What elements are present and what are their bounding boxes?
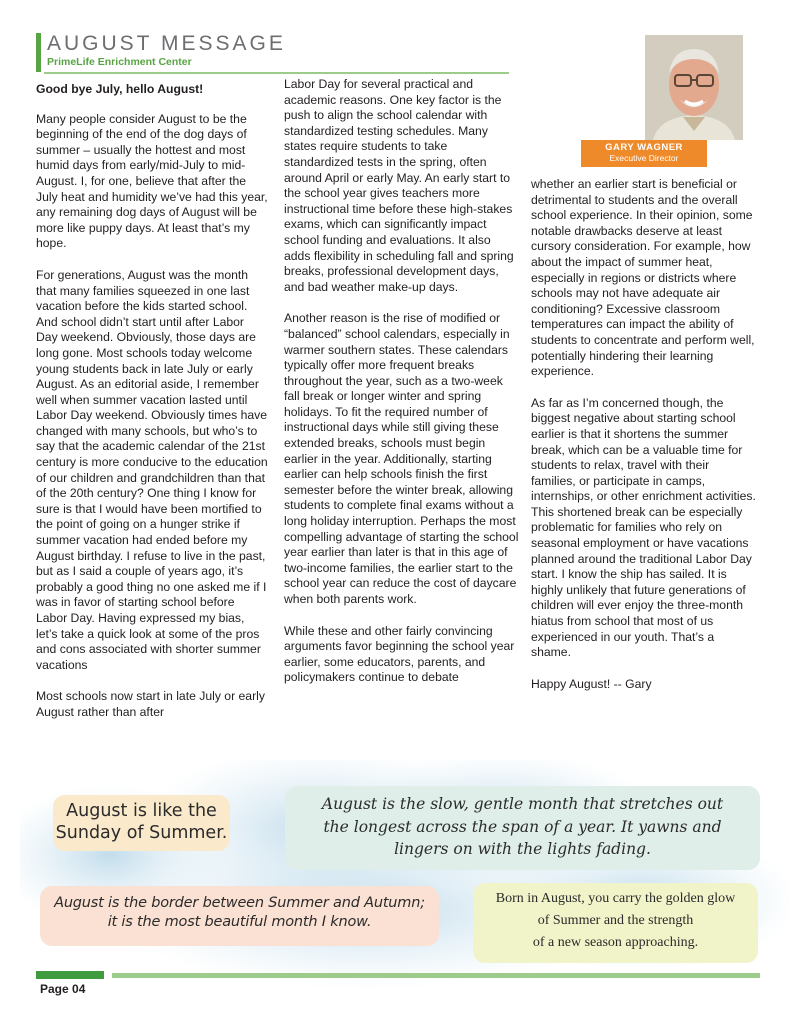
footer-accent-bar	[36, 971, 104, 979]
article-column-3	[531, 177, 757, 708]
footer-rule	[112, 973, 760, 978]
article-paragraph: Labor Day for several practical and academic reasons. One key factor is the push to align the school calendar with standardized testing schedules. Many states require students to take standardized tests in the spring, often around April or early May. An early start to the school year gives teachers more instructional time before these high-stakes exams, which can significantly impact school funding and evaluations. It also adds flexibility in scheduling fall and spring breaks, professional development days, and bad weather make-up days.	[284, 77, 514, 294]
page-subtitle: PrimeLife Enrichment Center	[47, 56, 192, 68]
quote-card-slow-month	[285, 786, 760, 870]
quote-card-border	[40, 886, 439, 946]
article-paragraph: whether an earlier start is beneficial or detrimental to students and the overall school experience. In their opinion, some notable drawbacks deserve at least cursory consideration. For example, how about the impact of summer heat, especially in regions or districts where schools may not have adequate air conditioning? Excessive classroom temperatures can impact the ability of students to concentrate and perform well, potentially hindering their learning experience.	[531, 177, 755, 379]
author-role: Executive Director	[609, 153, 679, 163]
article-paragraph: While these and other fairly convincing arguments favor beginning the school year earlier, some educators, parents, and policymakers continue to debate	[284, 623, 515, 685]
quote-line: Sunday of Summer.	[55, 823, 228, 843]
article-signoff: Happy August! -- Gary	[531, 676, 652, 691]
author-name-tag	[581, 140, 707, 167]
article-paragraph: For generations, August was the month that many families squeezed in one last vacation before the kids started school. And school didn’t start until after Labor Day weekend. Obviously, those days are long gone. Most schools today welcome young students back in late July or early August. As an editorial aside, I remember well when summer vacation lasted until Labor Day weekend. Obviously times have changed with many schools, but who’s to say that the academic calendar of the 21st century is more conducive to the education of our children and grandchildren than that of the 20th century? One thing I know for sure is that I would have been mortified to the point of going on a hunger strike if summer vacation had ended before my August birthday. I refuse to live in the past, but as I said a couple of years ago, it’s probably a good thing no one asked me if I was in favor of starting school before Labor Day. Having expressed my bias, let’s take a quick look at some of the pros and cons associated with shorter summer vacations	[36, 267, 268, 672]
article-paragraph: Most schools now start in late July or early August rather than after	[36, 689, 265, 719]
quote-line: Born in August, you carry the golden glow	[495, 891, 736, 906]
quote-card-sunday	[53, 795, 230, 851]
quote-line: August is the slow, gentle month that stretches out	[321, 795, 724, 813]
page-title: AUGUST MESSAGE	[47, 32, 286, 55]
author-photo	[645, 35, 743, 140]
quote-line: of Summer and the strength	[537, 913, 694, 928]
header-accent-bar	[36, 33, 41, 72]
quote-card-golden-glow	[473, 883, 758, 963]
article-paragraph: Many people consider August to be the beginning of the end of the dog days of summer – usually the hottest and most humid days from early/mid-July to mid-August. I, for one, believe that after the July heat and humidity we’ve had this year, any remaining dog days of August will be more like puppy days. At least that’s my hope.	[36, 111, 268, 251]
header-divider	[44, 72, 509, 74]
article-column-1	[36, 82, 268, 737]
quote-line: lingers on with the lights fading.	[394, 840, 651, 858]
quote-line: of a new season approaching.	[532, 935, 699, 950]
quote-line: August is the border between Summer and Autumn;	[54, 895, 425, 911]
quote-line: it is the most beautiful month I know.	[107, 914, 372, 930]
article-paragraph: As far as I’m concerned though, the biggest negative about starting school earlier is that it shortens the summer break, which can be a valuable time for students to relax, travel with their families, or participate in camps, internships, or other enrichment activities. This shortened break can be especially problematic for families who rely on seasonal employment or have vacations planned around the traditional Labor Day start. I know the ship has sailed. It is highly unlikely that future generations of children will ever enjoy the three-month hiatus from school that most of us experienced in our youth. That’s a shame.	[531, 395, 756, 660]
article-greeting: Good bye July, hello August!	[36, 82, 204, 96]
author-name: GARY WAGNER	[605, 142, 683, 153]
quote-line: August is like the	[66, 801, 217, 821]
quote-line: the longest across the span of a year. It yawns and	[323, 817, 722, 836]
article-paragraph: Another reason is the rise of modified or “balanced” school calendars, especially in warmer southern states. These calendars typically offer more frequent breaks throughout the year, such as a two-week fall break or longer winter and spring holidays. To fit the required number of instructional days while still giving these extended breaks, schools must begin earlier in the year. Additionally, starting earlier can help schools finish the first semester before the winter break, allowing students to complete final exams without a long holiday interruption. Perhaps the most compelling advantage of starting the school year earlier than later is that in this age of two-income families, the earlier start to the school year can reduce the cost of daycare when both parents work.	[284, 311, 519, 606]
article-column-2	[284, 77, 520, 702]
page-number: Page 04	[40, 982, 86, 996]
